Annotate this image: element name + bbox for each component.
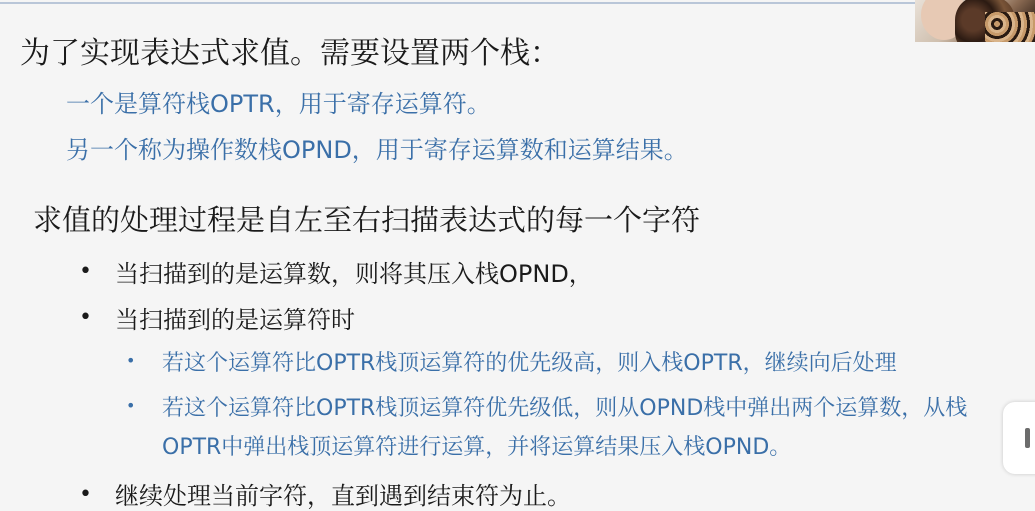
substep-lower-priority: 若这个运算符比OPTR栈顶运算符优先级低，则从OPND栈中弹出两个运算数，从栈 [162, 396, 968, 421]
optr-stack-description: 一个是算符栈OPTR，用于寄存运算符。 [66, 90, 491, 118]
step-operand: 当扫描到的是运算数，则将其压入栈OPND， [115, 260, 593, 288]
sub-bullet-marker: • [126, 351, 136, 370]
bullet-marker: • [79, 259, 92, 284]
substep-higher-priority: 若这个运算符比OPTR栈顶运算符的优先级高，则入栈OPTR，继续向后处理 [162, 351, 897, 376]
side-toolbar-handle[interactable] [1003, 402, 1035, 474]
bullet-marker: • [79, 482, 92, 507]
bullet-marker: • [79, 305, 92, 330]
top-divider [0, 2, 915, 4]
sub-bullet-marker: • [126, 396, 136, 415]
handle-grip-icon [1025, 428, 1030, 448]
slide-heading-stacks: 为了实现表达式求值。需要设置两个栈： [20, 36, 560, 71]
presenter-video-thumbnail [915, 0, 1035, 42]
slide-heading-process: 求值的处理过程是自左至右扫描表达式的每一个字符 [33, 203, 701, 237]
opnd-stack-description: 另一个称为操作数栈OPND，用于寄存运算数和运算结果。 [66, 136, 688, 164]
substep-lower-priority-continued: OPTR中弹出栈顶运算符进行运算，并将运算结果压入栈OPND。 [162, 435, 792, 460]
step-continue: 继续处理当前字符，直到遇到结束符为止。 [115, 482, 571, 510]
step-operator: 当扫描到的是运算符时 [115, 306, 355, 334]
